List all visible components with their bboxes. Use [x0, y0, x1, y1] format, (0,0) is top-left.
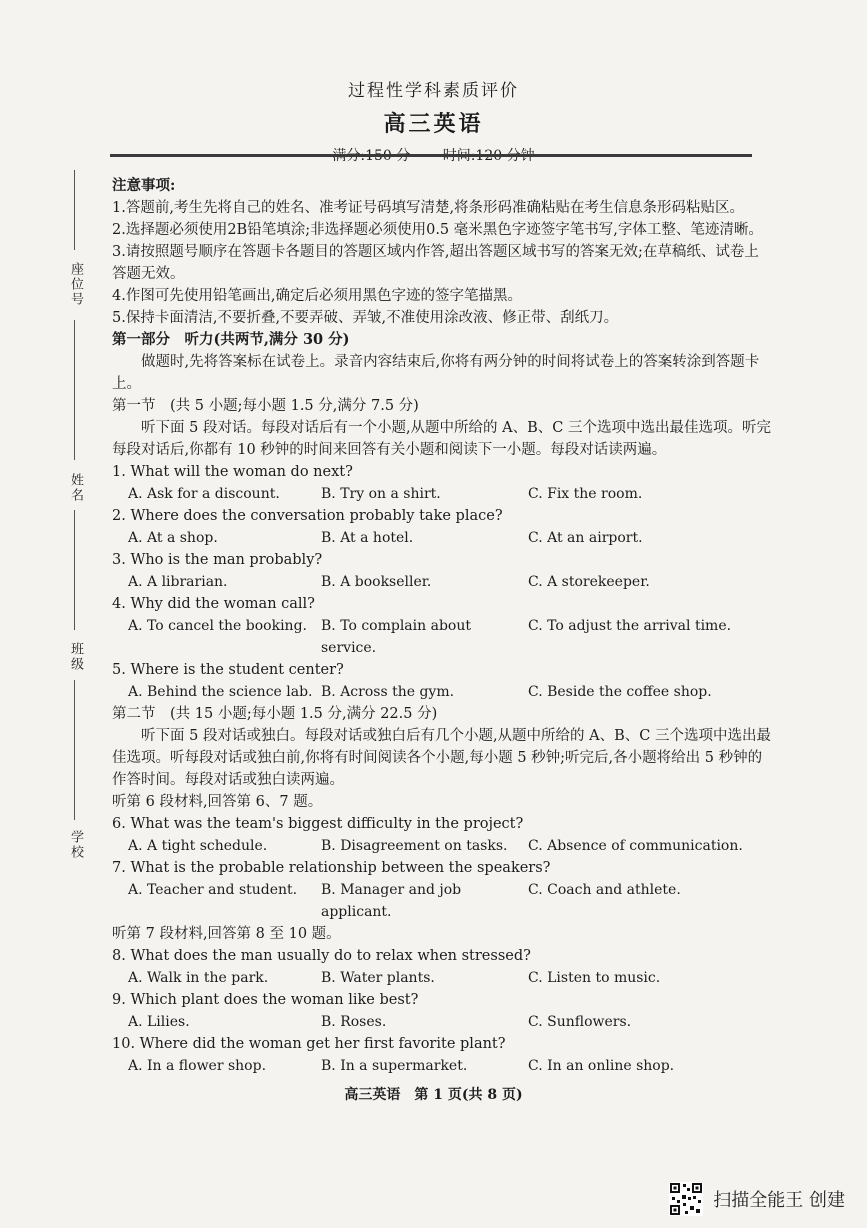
option-a: A. Ask for a discount. [128, 486, 280, 502]
option-c: C. Coach and athlete. [528, 882, 681, 898]
seat-line [74, 170, 75, 250]
section2-intro: 听下面 5 段对话或独白。每段对话或独白后有几个小题,从题中所给的 A、B、C 三个选项中选出最佳选项。听每段对话或独白前,你将有时间阅读各个小题,每小题 5 秒钟;听完后,各小题将给出 5 秒钟的作答时间。每段对话或独白读两遍。 [112, 728, 771, 788]
question-text: 6. What was the team's biggest difficulty in the project? [112, 816, 524, 832]
material-7-label: 听第 7 段材料,回答第 8 至 10 题。 [112, 926, 341, 942]
option-c: C. Beside the coffee shop. [528, 684, 712, 700]
part1-title: 第一部分 听力(共两节,满分 30 分) [112, 331, 350, 348]
option-a: A. Teacher and student. [128, 882, 298, 898]
question-options [112, 835, 772, 857]
header-divider [110, 154, 752, 157]
question-options [112, 483, 772, 505]
school-top-line [74, 680, 75, 820]
name-top-line [74, 320, 75, 460]
question-options [112, 1055, 772, 1077]
option-a: A. To cancel the booking. [128, 618, 307, 634]
exam-title: 高三英语 [383, 111, 484, 137]
option-c: C. Absence of communication. [528, 838, 743, 854]
notice-item: 5.保持卡面清洁,不要折叠,不要弄破、弄皱,不准使用涂改液、修正带、刮纸刀。 [112, 310, 619, 326]
question-text: 1. What will the woman do next? [112, 464, 353, 480]
question-options [112, 967, 772, 989]
notice-item: 3.请按照题号顺序在答题卡各题目的答题区域内作答,超出答题区域书写的答案无效;在草稿纸、试卷上答题无效。 [112, 244, 759, 282]
option-c: C. Sunflowers. [528, 1014, 632, 1030]
option-a: A. A librarian. [128, 574, 228, 590]
option-b: B. To complain about service. [321, 618, 471, 656]
class-label: 班级 [68, 642, 83, 672]
section2-title: 第二节 (共 15 小题;每小题 1.5 分,满分 22.5 分) [112, 706, 438, 722]
question-text: 10. Where did the woman get her first favorite plant? [112, 1036, 506, 1052]
question-text: 3. Who is the man probably? [112, 552, 323, 568]
option-a: A. At a shop. [128, 530, 218, 546]
option-a: A. In a flower shop. [128, 1058, 267, 1074]
option-b: B. Manager and job applicant. [321, 882, 462, 920]
question-options [112, 527, 772, 549]
question-block-6 [112, 813, 772, 923]
option-b: B. Disagreement on tasks. [321, 838, 508, 854]
question-text: 4. Why did the woman call? [112, 596, 315, 612]
binding-sidebar [58, 170, 92, 900]
question-options [112, 571, 772, 593]
school-label: 学校 [68, 830, 83, 860]
option-b: B. Try on a shirt. [321, 486, 441, 502]
question-text: 8. What does the man usually do to relax when stressed? [112, 948, 531, 964]
question-text: 2. Where does the conversation probably take place? [112, 508, 503, 524]
class-top-line [74, 510, 75, 630]
question-text: 7. What is the probable relationship between the speakers? [112, 860, 551, 876]
notice-item: 2.选择题必须使用2B铅笔填涂;非选择题必须使用0.5 毫米黑色字迹签字笔书写,字体工整、笔迹清晰。 [112, 222, 763, 238]
option-c: C. Listen to music. [528, 970, 661, 986]
question-options [112, 1011, 772, 1033]
question-options [112, 879, 772, 923]
option-c: C. In an online shop. [528, 1058, 675, 1074]
notice-title: 注意事项: [112, 177, 176, 194]
option-b: B. Water plants. [321, 970, 435, 986]
section1-intro: 听下面 5 段对话。每段对话后有一个小题,从题中所给的 A、B、C 三个选项中选出最佳选项。听完每段对话后,你都有 10 秒钟的时间来回答有关小题和阅读下一小题。每段对话读两遍。 [112, 420, 771, 458]
notice-item: 1.答题前,考生先将自己的姓名、准考证号码填写清楚,将条形码准确粘贴在考生信息条形码粘贴区。 [112, 200, 745, 216]
scanner-watermark [669, 1182, 845, 1216]
option-b: B. Across the gym. [321, 684, 455, 700]
seat-label: 座位号 [68, 262, 83, 307]
notice-item: 4.作图可先使用铅笔画出,确定后必须用黑色字迹的签字笔描黑。 [112, 288, 522, 304]
part1-intro: 做题时,先将答案标在试卷上。录音内容结束后,你将有两分钟的时间将试卷上的答案转涂到答题卡上。 [112, 354, 760, 392]
watermark-text: 扫描全能王 创建 [713, 1190, 845, 1211]
exam-content [112, 175, 772, 1077]
option-c: C. At an airport. [528, 530, 643, 546]
question-options [112, 681, 772, 703]
name-label: 姓名 [68, 473, 83, 503]
section1-title: 第一节 (共 5 小题;每小题 1.5 分,满分 7.5 分) [112, 398, 419, 414]
question-options [112, 615, 772, 659]
question-text: 5. Where is the student center? [112, 662, 344, 678]
option-b: B. In a supermarket. [321, 1058, 468, 1074]
exam-header [0, 76, 867, 165]
option-a: A. Walk in the park. [128, 970, 269, 986]
question-block-7 [112, 945, 772, 1077]
option-b: B. Roses. [321, 1014, 387, 1030]
option-c: C. To adjust the arrival time. [528, 618, 732, 634]
option-a: A. Behind the science lab. [128, 684, 313, 700]
option-c: C. Fix the room. [528, 486, 643, 502]
option-b: B. At a hotel. [321, 530, 414, 546]
question-block-1 [112, 461, 772, 703]
option-a: A. Lilies. [128, 1014, 190, 1030]
page-footer: 高三英语 第 1 页(共 8 页) [344, 1087, 523, 1103]
qr-code-icon [669, 1182, 703, 1216]
question-text: 9. Which plant does the woman like best? [112, 992, 419, 1008]
option-a: A. A tight schedule. [128, 838, 268, 854]
material-6-label: 听第 6 段材料,回答第 6、7 题。 [112, 794, 323, 810]
option-b: B. A bookseller. [321, 574, 432, 590]
option-c: C. A storekeeper. [528, 574, 650, 590]
exam-subtitle: 过程性学科素质评价 [348, 81, 519, 101]
